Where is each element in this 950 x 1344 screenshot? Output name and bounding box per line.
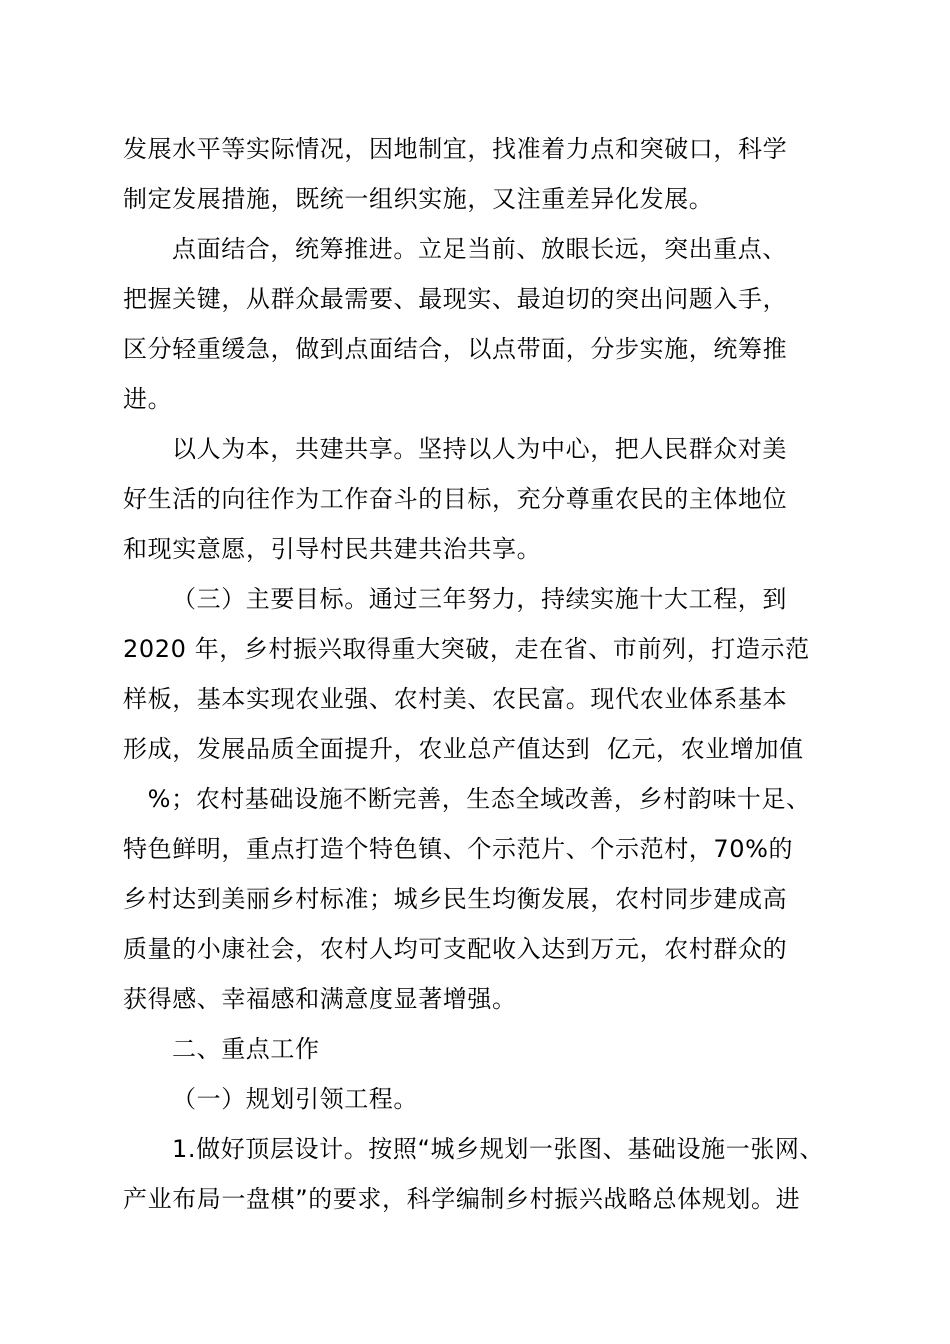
paragraph-line: 发展水平等实际情况，因地制宜，找准着力点和突破口，科学 bbox=[123, 135, 788, 163]
paragraph-line: 产业布局一盘棋”的要求，科学编制乡村振兴战略总体规划。进 bbox=[123, 1185, 801, 1213]
section-heading-line: （三）主要目标。通过三年努力，持续实施十大工程，到 bbox=[172, 585, 787, 613]
paragraph-line: 形成，发展品质全面提升，农业总产值达到 亿元，农业增加值 bbox=[123, 735, 804, 763]
paragraph-line: %；农村基础设施不断完善，生态全域改善，乡村韵味十足、 bbox=[123, 785, 811, 813]
paragraph-line: 以人为本，共建共享。坚持以人为中心，把人民群众对美 bbox=[172, 435, 787, 463]
paragraph-line: 1.做好顶层设计。按照“城乡规划一张图、基础设施一张网、 bbox=[172, 1135, 825, 1163]
paragraph-line: 点面结合，统筹推进。立足当前、放眼长远，突出重点、 bbox=[172, 235, 787, 263]
paragraph-line: 乡村达到美丽乡村标准；城乡民生均衡发展，农村同步建成高 bbox=[123, 885, 788, 913]
paragraph-line: 特色鲜明，重点打造个特色镇、个示范片、个示范村，70%的 bbox=[123, 835, 794, 863]
paragraph-line: 制定发展措施，既统一组织实施，又注重差异化发展。 bbox=[123, 185, 714, 213]
subsection-heading: （一）规划引领工程。 bbox=[172, 1085, 418, 1113]
paragraph-line: 质量的小康社会，农村人均可支配收入达到万元，农村群众的 bbox=[123, 935, 788, 963]
paragraph-line: 样板，基本实现农业强、农村美、农民富。现代农业体系基本 bbox=[123, 685, 788, 713]
section-heading: 二、重点工作 bbox=[172, 1035, 320, 1063]
paragraph-line: 和现实意愿，引导村民共建共治共享。 bbox=[123, 535, 542, 563]
paragraph-line: 2020 年，乡村振兴取得重大突破，走在省、市前列，打造示范 bbox=[123, 635, 810, 663]
paragraph-line: 区分轻重缓急，做到点面结合，以点带面，分步实施，统筹推 bbox=[123, 335, 788, 363]
paragraph-line: 获得感、幸福感和满意度显著增强。 bbox=[123, 985, 517, 1013]
paragraph-line: 进。 bbox=[123, 385, 173, 413]
paragraph-line: 好生活的向往作为工作奋斗的目标，充分尊重农民的主体地位 bbox=[123, 485, 788, 513]
paragraph-line: 把握关键，从群众最需要、最现实、最迫切的突出问题入手， bbox=[123, 285, 788, 313]
